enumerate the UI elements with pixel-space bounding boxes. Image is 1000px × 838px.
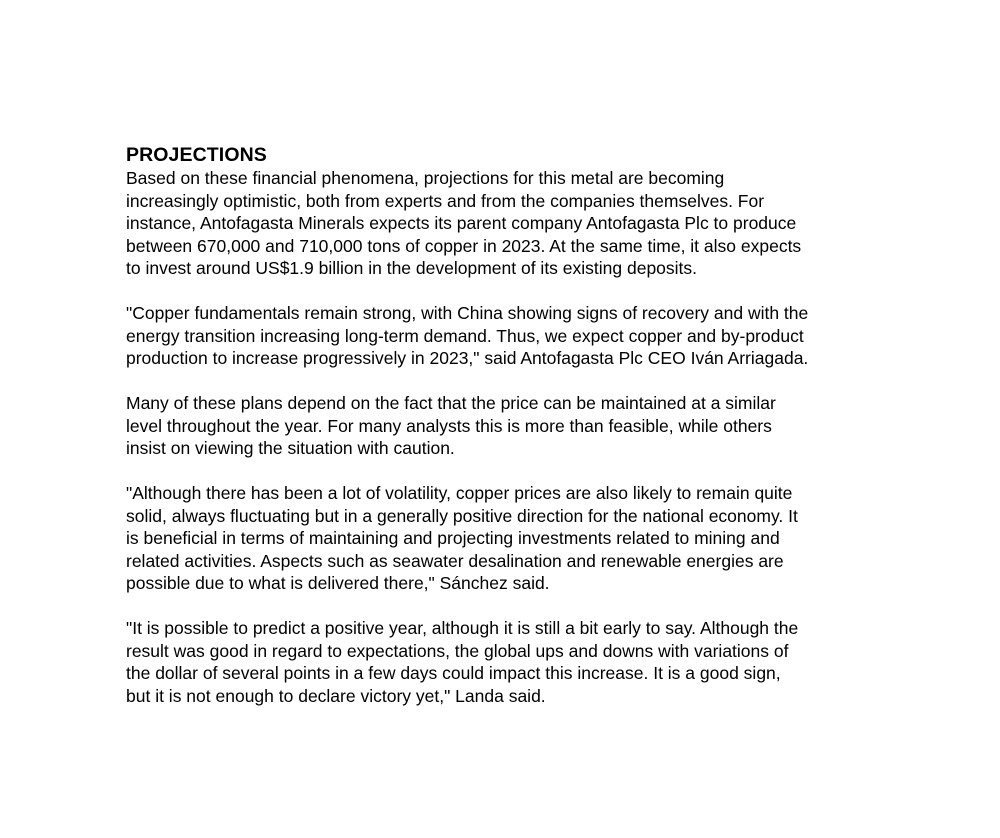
paragraph-projections-intro: Based on these financial phenomena, projections for this metal are becoming increasingly optimistic, both from experts and from the companies themselves. For instance, Antofagasta Minerals expects its parent company Antofagasta Plc to produce between 670,000 and 710,000 tons of copper in 2023. At the same time, it also expects to invest around US$1.9 billion in the development of its existing deposits. [126, 168, 802, 278]
paragraph-spacer [126, 370, 886, 393]
paragraph-spacer [126, 460, 886, 483]
paragraph-landa-quote: "It is possible to predict a positive year, although it is still a bit early to say. Although the result was good in regard to expectations, the global ups and downs with variations of the dollar of several points in a few days could impact this increase. It is a good sign, but it is not enough to declare victory yet," Landa said. [126, 618, 799, 706]
paragraph-spacer [126, 595, 886, 618]
section-heading: PROJECTIONS [126, 144, 267, 166]
paragraph-price-outlook: Many of these plans depend on the fact that the price can be maintained at a similar level throughout the year. For many analysts this is more than feasible, while others insist on viewing the situation with caution. [126, 393, 776, 458]
document-body [126, 143, 886, 707]
paragraph-spacer [126, 280, 886, 303]
paragraph-sanchez-quote: "Although there has been a lot of volatility, copper prices are also likely to remain quite solid, always fluctuating but in a generally positive direction for the national economy. It is beneficial in terms of maintaining and projecting investments related to mining and related activities. Aspects such as seawater desalination and renewable energies are possible due to what is delivered there," Sánchez said. [126, 483, 798, 593]
paragraph-arriagada-quote: "Copper fundamentals remain strong, with China showing signs of recovery and with the energy transition increasing long-term demand. Thus, we expect copper and by-product production to increase progressively in 2023," said Antofagasta Plc CEO Iván Arriagada. [126, 303, 809, 368]
